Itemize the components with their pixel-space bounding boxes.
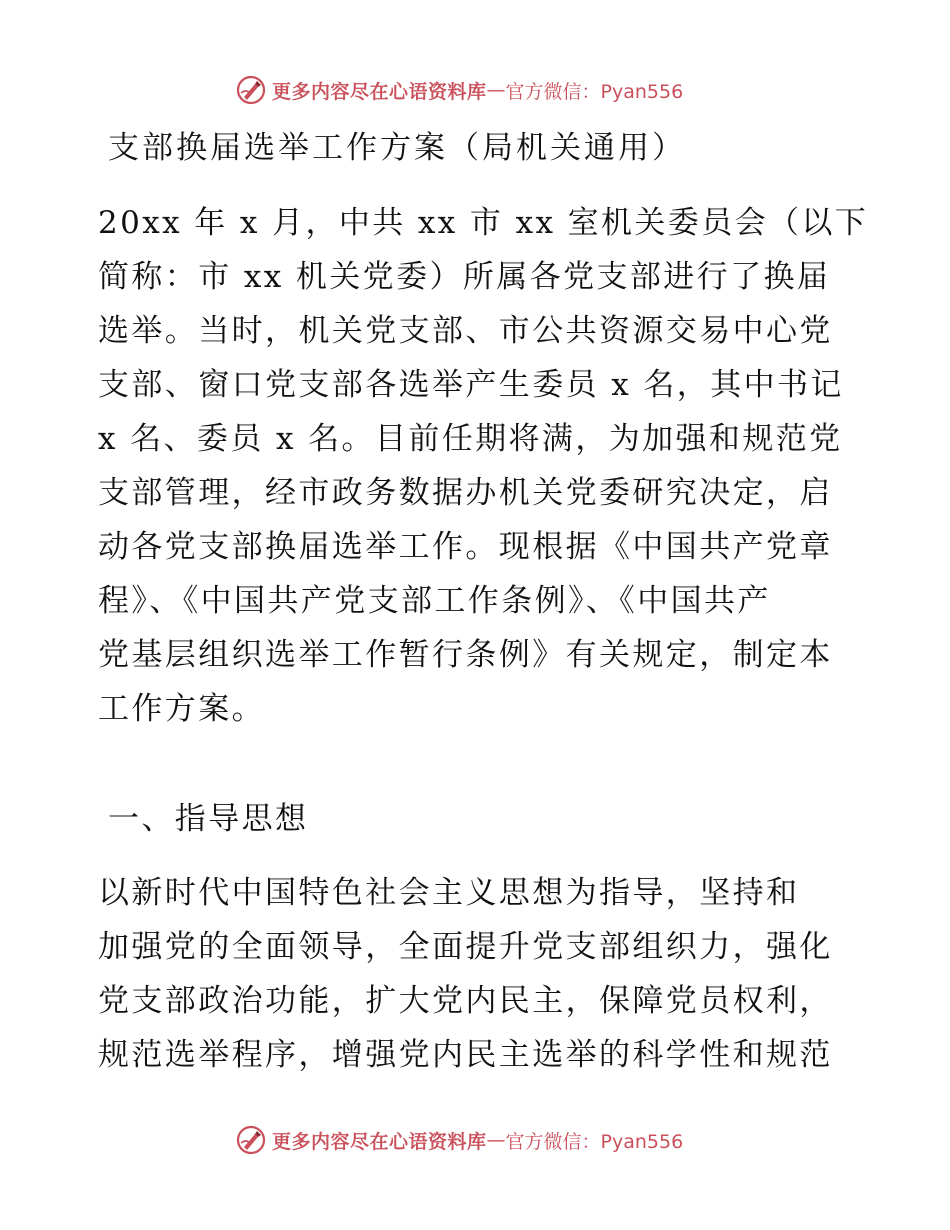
paragraph-line: 支部管理，经市政务数据办机关党委研究决定，启 [98, 475, 833, 511]
document-title: 支部换届选举工作方案（局机关通用） [108, 130, 686, 166]
paragraph-line: 以新时代中国特色社会主义思想为指导，坚持和 [98, 875, 800, 911]
paragraph-line: 党支部政治功能，扩大党内民主，保障党员权利， [98, 983, 833, 1019]
intro-paragraph [98, 196, 869, 736]
paragraph-line: 支部、窗口党支部各选举产生委员 x 名，其中书记 [98, 367, 844, 403]
paragraph-line: 选举。当时，机关党支部、市公共资源交易中心党 [98, 313, 833, 349]
header-banner [236, 73, 756, 107]
pen-logo-icon [236, 75, 266, 105]
section-heading: 一、指导思想 [108, 801, 309, 837]
paragraph-line: 程》、《中国共产党支部工作条例》、《中国共产 [98, 583, 771, 619]
banner-contact: 官方微信：Pyan556 [505, 1130, 684, 1153]
paragraph-line: 规范选举程序，增强党内民主选举的科学性和规范 [98, 1037, 833, 1073]
banner-separator: — [486, 1129, 506, 1151]
paragraph-line: 工作方案。 [98, 691, 265, 727]
paragraph-line: 加强党的全面领导，全面提升党支部组织力，强化 [98, 929, 833, 965]
banner-title: 更多内容尽在心语资料库 [272, 1130, 487, 1153]
paragraph-line: 党基层组织选举工作暂行条例》有关规定，制定本 [98, 637, 833, 673]
paragraph-line: 动各党支部换届选举工作。现根据《中国共产党章 [98, 529, 833, 565]
banner-contact: 官方微信：Pyan556 [505, 80, 684, 103]
footer-banner [236, 1123, 756, 1157]
paragraph-line: x 名、委员 x 名。目前任期将满，为加强和规范党 [98, 421, 843, 457]
guiding-ideology-paragraph [98, 866, 858, 1082]
pen-logo-icon [236, 1125, 266, 1155]
paragraph-line: 20xx 年 x 月，中共 xx 市 xx 室机关委员会（以下 [98, 205, 869, 241]
banner-title: 更多内容尽在心语资料库 [272, 80, 487, 103]
banner-separator: — [486, 79, 506, 101]
paragraph-line: 简称：市 xx 机关党委）所属各党支部进行了换届 [98, 259, 831, 295]
